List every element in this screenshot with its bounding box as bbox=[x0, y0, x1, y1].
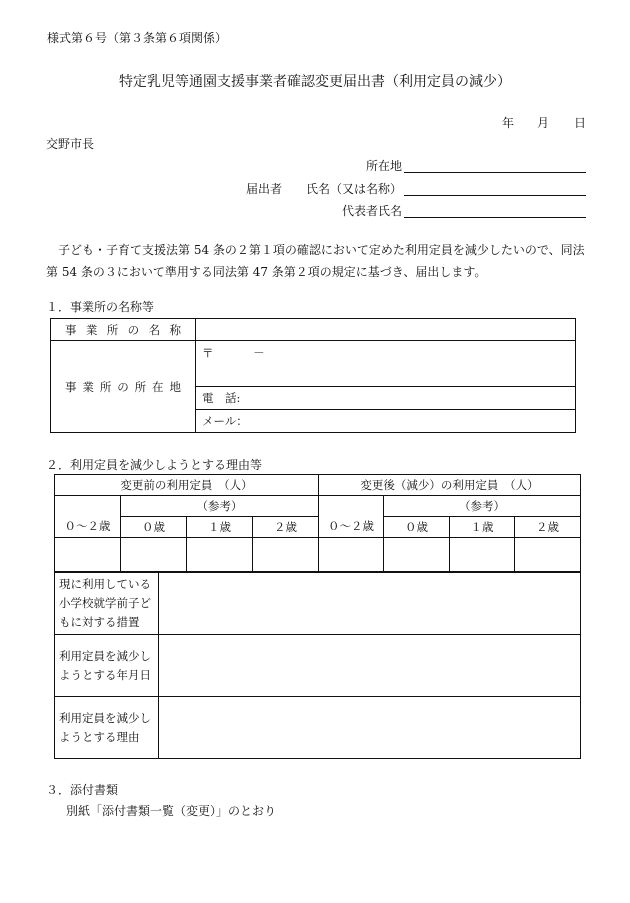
postal-dash: － bbox=[253, 346, 265, 360]
section3-heading: ３．添付書類 bbox=[46, 783, 119, 797]
facility-name-label: 事 業 所 の 名 称 bbox=[65, 322, 181, 337]
form-title: 特定乳児等通園支援事業者確認変更届出書（利用定員の減少） bbox=[119, 74, 511, 90]
address-fill-line[interactable] bbox=[404, 172, 586, 173]
reduction-date-input[interactable] bbox=[159, 635, 581, 697]
date-year-label: 年 bbox=[502, 116, 515, 130]
postal-mark: 〒 bbox=[202, 346, 214, 360]
facility-address-label-cell bbox=[51, 341, 196, 433]
current-measures-label: 現に利用している小学校就学前子どもに対する措置 bbox=[55, 573, 159, 635]
section1-heading: １．事業所の名称等 bbox=[46, 300, 155, 314]
before-capacity-header: 変更前の利用定員 （人） bbox=[55, 475, 319, 496]
after-reference-header: （参考） bbox=[384, 496, 581, 517]
reduction-reason-label: 利用定員を減少しようとする理由 bbox=[55, 697, 159, 759]
email-label: メール： bbox=[202, 414, 248, 428]
body-paragraph: 子ども・子育て支援法第 54 条の２第１項の確認において定めた利用定員を減少したいので、同法第 54 条の３において準用する同法第 47 条第２項の規定に基づき、届出します。 bbox=[46, 243, 585, 279]
phone-label: 電 話: bbox=[202, 391, 241, 405]
before-reference-header: （参考） bbox=[121, 496, 319, 517]
date-month-label: 月 bbox=[537, 116, 550, 130]
phone-input[interactable] bbox=[196, 387, 576, 410]
before-age-1-header: １歳 bbox=[187, 517, 253, 538]
capacity-table bbox=[54, 474, 581, 572]
after-age-1-input[interactable] bbox=[450, 538, 515, 572]
facility-name-input[interactable] bbox=[196, 319, 576, 341]
after-age-0-2-input[interactable] bbox=[319, 538, 384, 572]
attachments-text: 別紙「添付書類一覧（変更）」のとおり bbox=[66, 804, 277, 818]
after-age-0-header: ０歳 bbox=[384, 517, 450, 538]
name-label: 氏名（又は名称） bbox=[306, 182, 403, 196]
facility-table bbox=[50, 318, 576, 433]
address-label: 所在地 bbox=[366, 159, 403, 173]
reason-table bbox=[54, 572, 581, 759]
before-age-0-header: ０歳 bbox=[121, 517, 187, 538]
before-age-2-header: ２歳 bbox=[253, 517, 319, 538]
representative-label: 代表者氏名 bbox=[342, 204, 403, 218]
before-age-2-input[interactable] bbox=[253, 538, 319, 572]
current-measures-input[interactable] bbox=[159, 573, 581, 635]
before-age-0-input[interactable] bbox=[121, 538, 187, 572]
reduction-date-label: 利用定員を減少しようとする年月日 bbox=[55, 635, 159, 697]
reduction-reason-input[interactable] bbox=[159, 697, 581, 759]
before-age-0-2-header: ０～２歳 bbox=[55, 496, 121, 538]
before-age-1-input[interactable] bbox=[187, 538, 253, 572]
facility-name-label-cell bbox=[51, 319, 196, 341]
date-day-label: 日 bbox=[574, 116, 587, 130]
name-fill-line[interactable] bbox=[404, 195, 586, 196]
notifier-label: 届出者 bbox=[246, 182, 283, 196]
after-age-2-header: ２歳 bbox=[515, 517, 581, 538]
after-capacity-header: 変更後（減少）の利用定員 （人） bbox=[319, 475, 581, 496]
addressee: 交野市長 bbox=[46, 137, 95, 151]
after-age-0-input[interactable] bbox=[384, 538, 450, 572]
representative-fill-line[interactable] bbox=[404, 217, 586, 218]
section2-heading: ２．利用定員を減少しようとする理由等 bbox=[46, 458, 263, 472]
form-number: 様式第６号（第３条第６項関係） bbox=[47, 31, 228, 45]
before-age-0-2-input[interactable] bbox=[55, 538, 121, 572]
after-age-1-header: １歳 bbox=[450, 517, 515, 538]
after-age-2-input[interactable] bbox=[515, 538, 581, 572]
after-age-0-2-header: ０～２歳 bbox=[319, 496, 384, 538]
facility-address-label: 事 業 所 の 所 在 地 bbox=[65, 379, 181, 394]
postal-address-input[interactable] bbox=[196, 341, 576, 387]
email-input[interactable] bbox=[196, 410, 576, 433]
